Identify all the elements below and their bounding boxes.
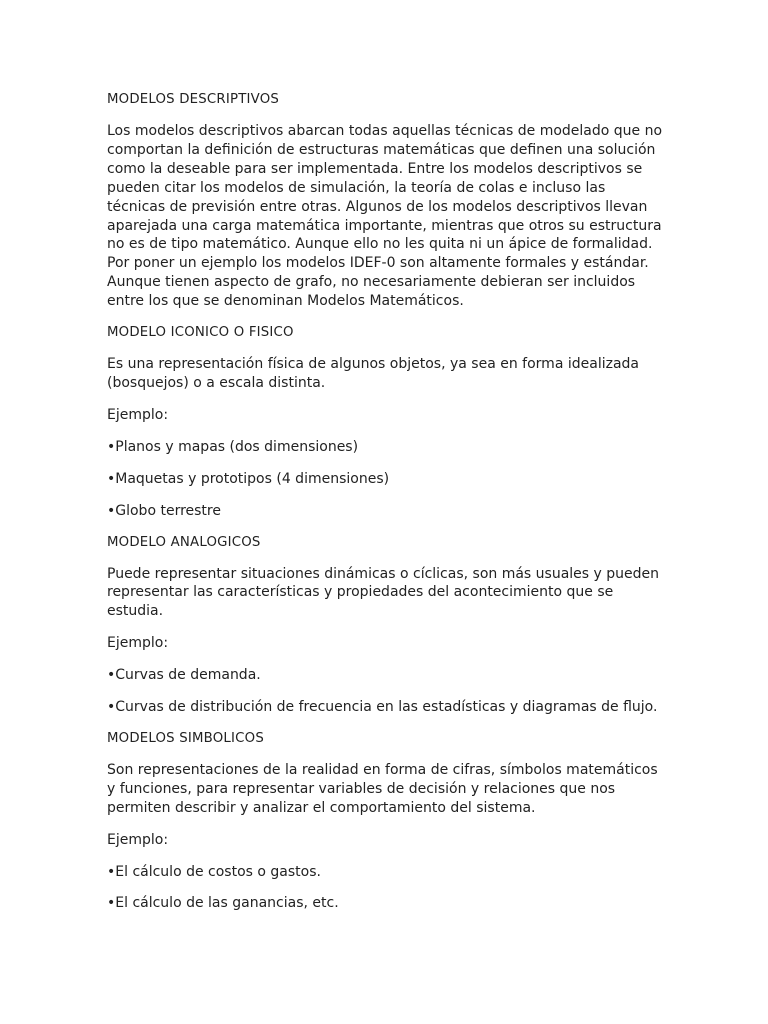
- section-paragraph: Puede representar situaciones dinámicas o cíclicas, son más usuales y pueden representar las características y propiedades del acontecimiento que se estudia.: [107, 565, 660, 620]
- document-page: [107, 91, 667, 926]
- list-item: •Planos y mapas (dos dimensiones): [107, 438, 359, 455]
- section-modelos-descriptivos: [107, 91, 667, 311]
- section-paragraph: Los modelos descriptivos abarcan todas aquellas técnicas de modelado que no comportan la definición de estructuras matemáticas que definen una solución como la deseable para ser implementada. Entre los modelos descriptivos se pueden citar los modelos de simulación, la teoría de colas e incluso las técnicas de previsión entre otras. Algunos de los modelos descriptivos llevan aparejada una carga matemática importante, mientras que otros su estructura no es de tipo matemático. Aunque ello no les quita ni un ápice de formalidad. Por poner un ejemplo los modelos IDEF-0 son altamente formales y estándar. Aunque tienen aspecto de grafo, no necesariamente debieran ser incluidos entre los que se denominan Modelos Matemáticos.: [107, 123, 663, 310]
- section-modelos-simbolicos: [107, 730, 667, 913]
- section-paragraph: Son representaciones de la realidad en forma de cifras, símbolos matemáticos y funciones, para representar variables de decisión y relaciones que nos permiten describir y analizar el comportamiento del sistema.: [107, 761, 658, 816]
- section-modelo-analogicos: [107, 534, 667, 717]
- section-heading: MODELOS SIMBOLICOS: [107, 730, 264, 746]
- section-heading: MODELOS DESCRIPTIVOS: [107, 92, 280, 107]
- list-item: •Curvas de distribución de frecuencia en las estadísticas y diagramas de flujo.: [107, 699, 658, 716]
- example-label: Ejemplo:: [107, 635, 169, 652]
- list-item: •Globo terrestre: [107, 502, 221, 519]
- section-heading: MODELO ANALOGICOS: [107, 534, 261, 550]
- section-paragraph: Es una representación física de algunos objetos, ya sea en forma idealizada (bosquejos) o a escala distinta.: [107, 356, 639, 391]
- list-item: •Curvas de demanda.: [107, 667, 261, 684]
- list-item: •El cálculo de las ganancias, etc.: [107, 895, 339, 912]
- section-heading: MODELO ICONICO O FISICO: [107, 325, 294, 341]
- example-label: Ejemplo:: [107, 831, 169, 848]
- section-modelo-iconico: [107, 324, 667, 520]
- list-item: •Maquetas y prototipos (4 dimensiones): [107, 470, 390, 487]
- example-label: Ejemplo:: [107, 406, 169, 423]
- list-item: •El cálculo de costos o gastos.: [107, 863, 321, 880]
